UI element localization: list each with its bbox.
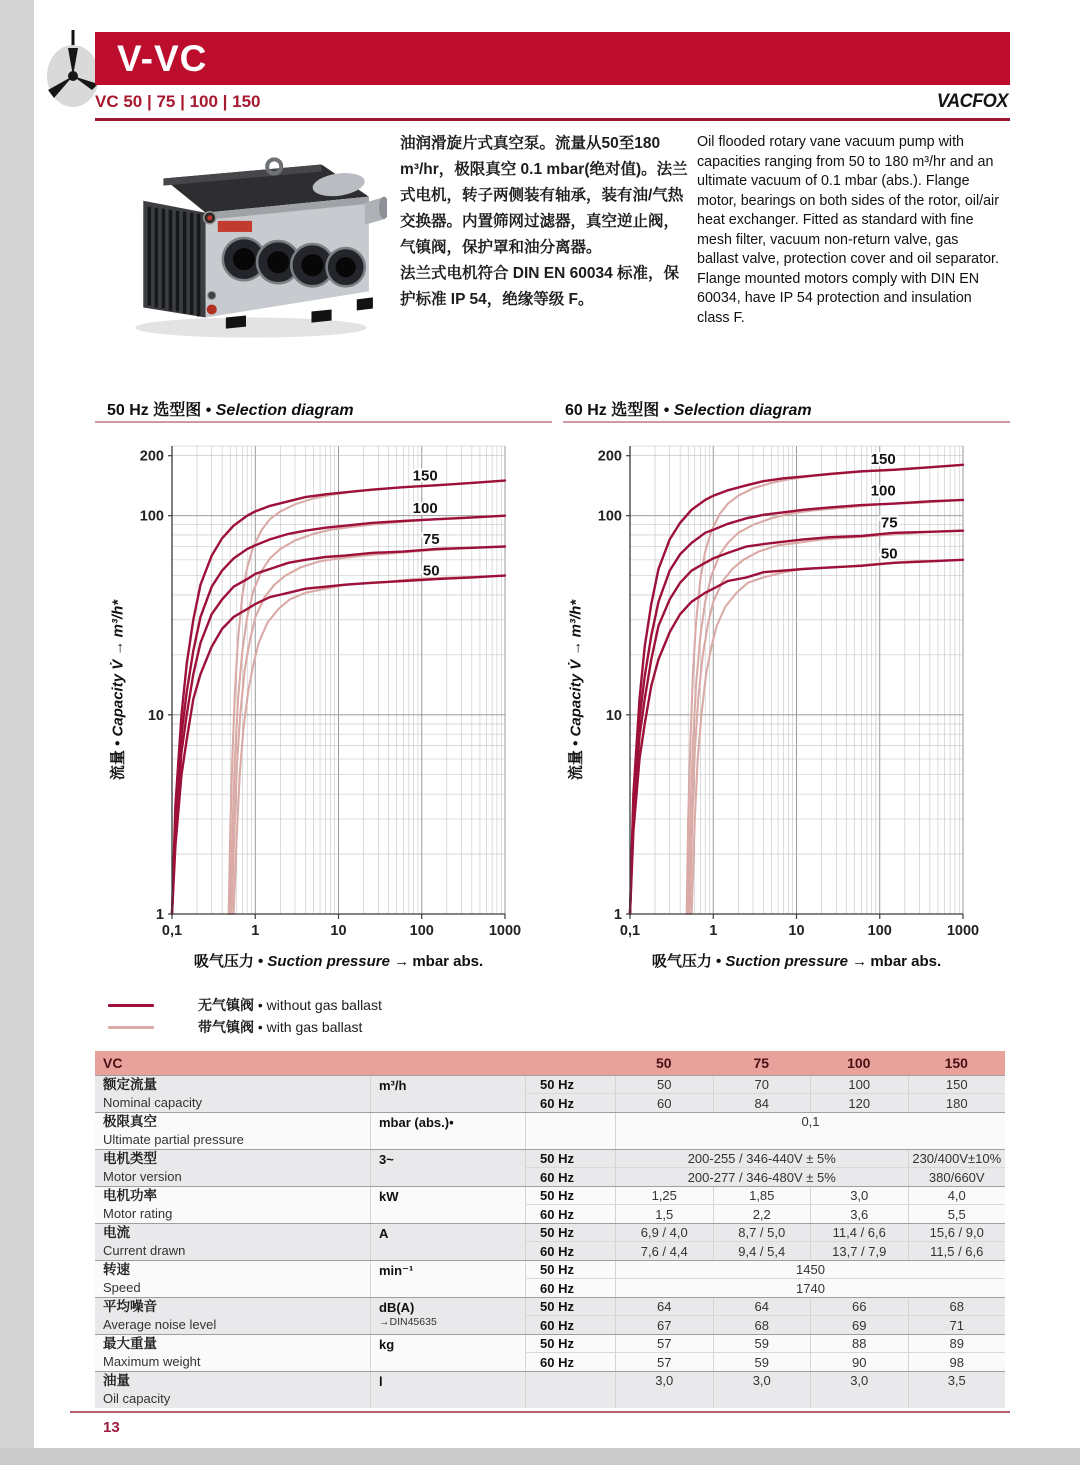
curve-label-50: 50 <box>880 545 898 563</box>
row-frequency: 50 Hz <box>525 1224 615 1242</box>
row-frequency: 50 Hz <box>525 1335 615 1353</box>
table-cell-value: 57 <box>615 1335 713 1353</box>
header-rule <box>95 118 1010 121</box>
row-unit: 3~ <box>370 1150 525 1186</box>
table-cell-value: 68 <box>713 1316 811 1334</box>
row-frequency: 60 Hz <box>525 1279 615 1297</box>
curve-label-50: 50 <box>422 562 440 580</box>
chart-title-60hz: 60 Hz 选型图 • Selection diagram <box>565 402 812 419</box>
table-row-group <box>95 1371 1005 1408</box>
svg-text:0,1: 0,1 <box>619 923 641 939</box>
row-label: 最大重量 Maximum weight <box>103 1336 201 1369</box>
chart-curve-vc-75-with-ballast <box>690 531 963 914</box>
description-zh <box>400 131 689 313</box>
fan-logo-icon <box>44 26 102 112</box>
table-cell-value: 11,4 / 6,6 <box>810 1224 908 1242</box>
page-edge-bottom <box>0 1448 1080 1465</box>
table-cell-value: 71 <box>908 1316 1006 1334</box>
svg-text:1: 1 <box>709 923 718 939</box>
table-cell-value: 15,6 / 9,0 <box>908 1224 1006 1242</box>
table-header-model-100: 100 <box>847 1055 871 1071</box>
brand-logo: VACFOX <box>937 91 1009 112</box>
table-row-group <box>95 1186 1005 1223</box>
svg-text:1000: 1000 <box>488 923 522 939</box>
table-cell-value: 57 <box>615 1353 713 1371</box>
row-frequency: 60 Hz <box>525 1168 615 1186</box>
table-cell-value: 3,6 <box>810 1205 908 1223</box>
y-axis-label: 流量 • Capacity V̇ → m³/h* <box>567 599 585 781</box>
table-cell-value: 180 <box>908 1094 1006 1112</box>
selection-diagram-50hz <box>95 438 555 986</box>
chart-curve-vc-75-with-ballast <box>232 547 505 915</box>
row-frequency <box>525 1113 615 1149</box>
row-label: 油量 Oil capacity <box>103 1373 171 1406</box>
table-cell-value: 8,7 / 5,0 <box>713 1224 811 1242</box>
table-cell-value: 1450 <box>615 1261 1005 1279</box>
svg-text:200: 200 <box>597 448 622 465</box>
row-frequency: 60 Hz <box>525 1316 615 1334</box>
chart-canvas <box>95 438 555 986</box>
row-label: 转速 Speed <box>103 1262 141 1295</box>
table-row-group <box>95 1297 1005 1334</box>
table-cell-value: 1,25 <box>615 1187 713 1205</box>
chart-curve-vc-50-with-ballast <box>692 560 963 914</box>
table-cell-value: 67 <box>615 1316 713 1334</box>
row-frequency: 60 Hz <box>525 1242 615 1260</box>
row-unit: min⁻¹ <box>370 1261 525 1297</box>
table-cell-value: 68 <box>908 1298 1006 1316</box>
row-label: 电机类型 Motor version <box>103 1151 182 1184</box>
table-cell-value: 13,7 / 7,9 <box>810 1242 908 1260</box>
y-axis-label: 流量 • Capacity V̇ → m³/h* <box>109 599 127 781</box>
table-cell-value: 50 <box>615 1076 713 1094</box>
row-label: 电机功率 Motor rating <box>103 1188 173 1221</box>
row-frequency <box>525 1372 615 1408</box>
table-cell-value: 84 <box>713 1094 811 1112</box>
table-row-group <box>95 1149 1005 1186</box>
page-edge-left <box>0 0 34 1465</box>
svg-text:10: 10 <box>788 923 805 939</box>
row-unit: A <box>370 1224 525 1260</box>
table-cell-value: 59 <box>713 1335 811 1353</box>
curve-label-75: 75 <box>880 514 898 532</box>
chart-title-underline-60hz <box>563 421 1010 423</box>
model-range-row <box>95 88 1010 116</box>
description-en <box>697 133 1002 328</box>
svg-text:100: 100 <box>139 508 164 525</box>
row-frequency: 50 Hz <box>525 1261 615 1279</box>
table-cell-value: 5,5 <box>908 1205 1006 1223</box>
page-number: 13 <box>103 1419 120 1436</box>
model-range: VC 50 | 75 | 100 | 150 <box>95 92 261 111</box>
row-frequency: 50 Hz <box>525 1076 615 1094</box>
row-unit: l <box>370 1372 525 1408</box>
row-label: 电流 Current drawn <box>103 1225 186 1258</box>
row-label: 极限真空 Ultimate partial pressure <box>103 1114 244 1147</box>
table-cell-value: 64 <box>713 1298 811 1316</box>
x-axis-label: 吸气压力 • Suction pressure → mbar abs. <box>193 953 484 970</box>
legend-item <box>108 994 382 1016</box>
curve-labels <box>413 468 440 580</box>
svg-text:1: 1 <box>613 907 622 923</box>
table-cell-value: 230/400V±10% <box>908 1150 1006 1168</box>
table-cell-value: 2,2 <box>713 1205 811 1223</box>
table-cell-value: 60 <box>615 1094 713 1112</box>
table-cell-value: 88 <box>810 1335 908 1353</box>
row-frequency: 60 Hz <box>525 1205 615 1223</box>
chart-title-50hz: 50 Hz 选型图 • Selection diagram <box>107 402 354 419</box>
table-header-model-150: 150 <box>944 1055 968 1071</box>
legend-swatch-with-gas-ballast <box>108 1026 154 1029</box>
row-label: 额定流量 Nominal capacity <box>103 1077 202 1110</box>
table-header-model-75: 75 <box>753 1055 770 1071</box>
legend-label: 无气镇阀 • without gas ballast <box>198 997 382 1013</box>
chart-grid <box>630 446 963 914</box>
svg-text:10: 10 <box>605 707 622 724</box>
footer-rule <box>70 1411 1010 1413</box>
table-cell-value: 9,4 / 5,4 <box>713 1242 811 1260</box>
table-cell-value: 3,0 <box>810 1187 908 1205</box>
row-unit: kg <box>370 1335 525 1371</box>
curve-label-75: 75 <box>422 531 440 549</box>
chart-grid <box>172 446 505 914</box>
curve-labels <box>871 451 898 563</box>
table-cell-value: 90 <box>810 1353 908 1371</box>
chart-title-underline-50hz <box>95 421 552 423</box>
product-photo <box>105 138 387 345</box>
description-paragraph: Flange mounted motors comply with DIN EN 60034, have IP 54 protection and insulation class F. <box>697 270 980 326</box>
curve-label-150: 150 <box>870 450 896 468</box>
table-row-group <box>95 1112 1005 1149</box>
table-cell-value: 6,9 / 4,0 <box>615 1224 713 1242</box>
svg-text:200: 200 <box>139 448 164 465</box>
svg-text:1: 1 <box>251 923 260 939</box>
description-paragraph: Oil flooded rotary vane vacuum pump with capacities ranging from 50 to 180 m³/hr and an ultimate vacuum of 0.1 mbar (abs.). Flange motor, bearings on both sides of the rotor, oil/air heat exchanger. Fitted as standard with fine mesh filter, vacuum non-return valve, gas ballast valve, protection cover and oil separator. <box>697 134 999 267</box>
table-cell-value: 150 <box>908 1076 1006 1094</box>
table-row-group <box>95 1075 1005 1112</box>
table-cell-value: 200-277 / 346-480V ± 5% <box>615 1168 908 1186</box>
row-frequency: 50 Hz <box>525 1187 615 1205</box>
table-cell-value: 200-255 / 346-440V ± 5% <box>615 1150 908 1168</box>
row-frequency: 50 Hz <box>525 1150 615 1168</box>
spec-table <box>95 1051 1005 1408</box>
page-title: V-VC <box>117 38 208 79</box>
description-paragraph: 法兰式电机符合 DIN EN 60034 标准，保护标准 IP 54，绝缘等级 F。 <box>400 265 680 308</box>
svg-text:1000: 1000 <box>946 923 980 939</box>
legend-swatch-without-gas-ballast <box>108 1004 154 1007</box>
x-axis-label: 吸气压力 • Suction pressure → mbar abs. <box>651 953 942 970</box>
table-row-group <box>95 1334 1005 1371</box>
table-cell-value: 4,0 <box>908 1187 1006 1205</box>
svg-text:100: 100 <box>409 923 434 939</box>
table-cell-value: 3,5 <box>908 1372 1006 1408</box>
svg-text:10: 10 <box>330 923 347 939</box>
svg-text:0,1: 0,1 <box>161 923 183 939</box>
svg-text:1: 1 <box>155 907 164 923</box>
chart-canvas <box>553 438 1013 986</box>
table-cell-value: 3,0 <box>810 1372 908 1408</box>
table-cell-value: 1,85 <box>713 1187 811 1205</box>
row-frequency: 50 Hz <box>525 1298 615 1316</box>
chart-legend <box>108 994 382 1038</box>
table-cell-value: 3,0 <box>713 1372 811 1408</box>
table-header-model-50: 50 <box>655 1055 672 1071</box>
table-cell-value: 7,6 / 4,4 <box>615 1242 713 1260</box>
svg-text:100: 100 <box>867 923 892 939</box>
table-cell-value: 66 <box>810 1298 908 1316</box>
table-cell-value: 1,5 <box>615 1205 713 1223</box>
svg-text:100: 100 <box>597 508 622 525</box>
table-cell-value: 98 <box>908 1353 1006 1371</box>
row-label: 平均噪音 Average noise level <box>103 1299 217 1332</box>
row-frequency: 60 Hz <box>525 1353 615 1371</box>
row-unit: kW <box>370 1187 525 1223</box>
table-cell-value: 69 <box>810 1316 908 1334</box>
svg-text:10: 10 <box>147 707 164 724</box>
row-unit: dB(A) →DIN45635 <box>370 1298 525 1334</box>
legend-label: 带气镇阀 • with gas ballast <box>198 1019 363 1035</box>
product-title-banner <box>95 32 1010 85</box>
table-cell-value: 0,1 <box>615 1113 1005 1149</box>
table-row-group <box>95 1223 1005 1260</box>
table-cell-value: 1740 <box>615 1279 1005 1297</box>
chart-curve-vc-50-with-ballast <box>234 576 505 914</box>
description-paragraph: 油润滑旋片式真空泵。流量从50至180 m³/hr，极限真空 0.1 mbar(绝对值)。法兰式电机，转子两侧装有轴承，装有油/气热交换器。内置筛网过滤器，真空逆止阀，气镇阀，保护罩和油分离器。 <box>400 135 688 256</box>
table-cell-value: 70 <box>713 1076 811 1094</box>
table-row-group <box>95 1260 1005 1297</box>
selection-diagram-60hz <box>553 438 1013 986</box>
curve-label-150: 150 <box>412 467 438 485</box>
table-header-row <box>95 1051 1005 1075</box>
table-cell-value: 120 <box>810 1094 908 1112</box>
table-cell-value: 59 <box>713 1353 811 1371</box>
table-cell-value: 380/660V <box>908 1168 1006 1186</box>
table-cell-value: 100 <box>810 1076 908 1094</box>
row-frequency: 60 Hz <box>525 1094 615 1112</box>
table-cell-value: 11,5 / 6,6 <box>908 1242 1006 1260</box>
table-header-vc: VC <box>103 1055 123 1071</box>
table-cell-value: 3,0 <box>615 1372 713 1408</box>
row-unit: mbar (abs.)• <box>370 1113 525 1149</box>
table-cell-value: 64 <box>615 1298 713 1316</box>
legend-item <box>108 1016 382 1038</box>
chart-curve-vc-150-with-ballast <box>229 481 505 914</box>
row-unit: m³/h <box>370 1076 525 1112</box>
curve-label-100: 100 <box>870 482 896 500</box>
curve-label-100: 100 <box>412 500 438 518</box>
table-cell-value: 89 <box>908 1335 1006 1353</box>
